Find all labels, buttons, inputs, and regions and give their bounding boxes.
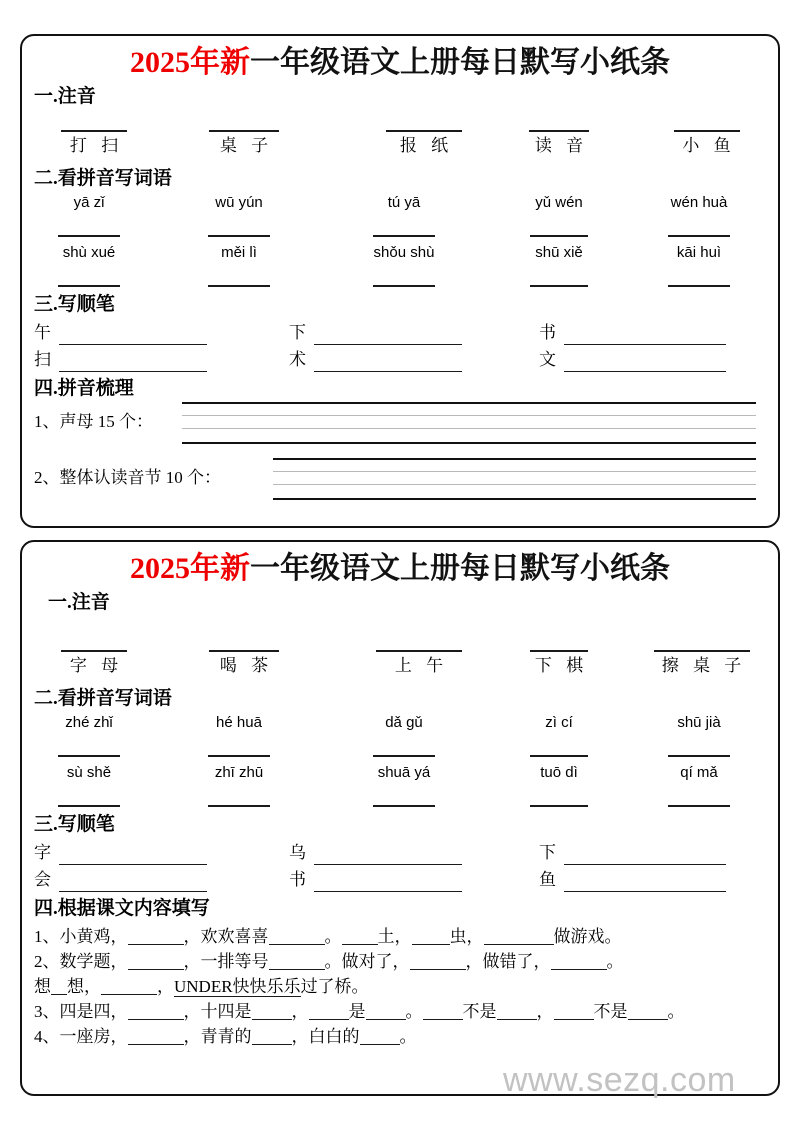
zhuyin-word: 上 午: [394, 656, 449, 675]
answer-blank-line[interactable]: [373, 784, 435, 807]
pinyin-text: shù xué: [62, 244, 116, 261]
pinyin-text: tuō dì: [540, 764, 578, 781]
fill-text: ，白白的: [291, 1027, 360, 1046]
fill-text: 土，: [377, 927, 412, 946]
pinyin-cell: [344, 712, 464, 757]
answer-blank-line[interactable]: [58, 784, 120, 807]
answer-blank[interactable]: [269, 952, 325, 970]
answer-blank[interactable]: [252, 1027, 292, 1045]
pinyin-text: qí mǎ: [680, 764, 718, 781]
answer-blank-line[interactable]: [529, 118, 589, 132]
stroke-char: 下: [289, 323, 306, 342]
grid-line-top: [182, 402, 756, 404]
pinyin-text: wū yún: [215, 194, 263, 211]
grid-line-mid-2: [182, 428, 756, 429]
answer-blank-line[interactable]: [208, 784, 270, 807]
fill-text: 是: [348, 1002, 366, 1021]
card-2-pinyin-row-2: [34, 762, 766, 814]
pinyin-text: zì cí: [545, 714, 573, 731]
answer-blank-line[interactable]: [386, 118, 462, 132]
fill-text: ，十四是: [183, 1002, 252, 1021]
card-1-stroke-row-2: [34, 348, 766, 375]
fill-text: 。: [667, 1002, 685, 1021]
answer-blank[interactable]: [252, 1002, 292, 1020]
card-2-zhuyin-row: [34, 638, 766, 684]
answer-blank[interactable]: [412, 927, 450, 945]
fill-text: 。: [606, 952, 624, 971]
site-watermark: www.sezq.com: [503, 1061, 736, 1099]
pinyin-cell: [34, 242, 144, 287]
stroke-char: 书: [539, 323, 556, 342]
pinyin-cell: [184, 712, 294, 757]
card-1-title: [34, 44, 766, 82]
answer-blank-line[interactable]: [208, 264, 270, 287]
answer-blank-line[interactable]: [373, 734, 435, 757]
answer-blank-line[interactable]: [564, 843, 726, 865]
answer-blank[interactable]: [360, 1027, 400, 1045]
answer-blank-line[interactable]: [61, 638, 127, 652]
answer-blank[interactable]: [128, 952, 184, 970]
answer-blank[interactable]: [554, 1002, 594, 1020]
answer-blank-line[interactable]: [314, 843, 462, 865]
stroke-char: 扫: [34, 350, 51, 369]
answer-blank-line[interactable]: [58, 734, 120, 757]
answer-blank-line[interactable]: [59, 870, 207, 892]
zhuyin-cell: [34, 118, 154, 160]
zhuyin-cell: [184, 118, 304, 160]
answer-blank[interactable]: [628, 1002, 668, 1020]
pinyin-text: shū xiě: [535, 244, 583, 261]
pinyin-grid-label: 2、整体认读音节 10 个：: [34, 468, 221, 487]
pinyin-text: shǒu shù: [373, 244, 435, 261]
answer-blank-line[interactable]: [530, 214, 588, 237]
zhuyin-word: 报 纸: [399, 136, 454, 155]
pinyin-cell: [184, 192, 294, 237]
stroke-char: 文: [539, 350, 556, 369]
pinyin-cell: [504, 762, 614, 807]
fill-text: 。做对了，: [324, 952, 410, 971]
stroke-cell: [289, 841, 462, 865]
stroke-cell: [34, 868, 207, 892]
pinyin-grid-block-1: [34, 402, 766, 446]
answer-blank[interactable]: [128, 927, 184, 945]
answer-blank-line[interactable]: [314, 323, 462, 345]
answer-blank[interactable]: [484, 927, 554, 945]
answer-blank[interactable]: [342, 927, 378, 945]
pinyin-cell: [639, 762, 759, 807]
fill-line-4: [34, 999, 766, 1024]
fill-text: ，做错了，: [465, 952, 551, 971]
card-1-pinyin-row-2: [34, 242, 766, 294]
card-2-title-red: 2025年新: [130, 552, 250, 585]
pinyin-cell: [639, 192, 759, 237]
answer-blank-line[interactable]: [668, 264, 730, 287]
stroke-char: 下: [539, 843, 556, 862]
fill-text: 想: [34, 977, 51, 996]
card-2-section-fill-heading: 四.根据课文内容填写: [34, 898, 210, 919]
answer-blank-line[interactable]: [564, 323, 726, 345]
answer-blank-line[interactable]: [314, 350, 462, 372]
card-2-stroke-row-1: [34, 841, 766, 868]
answer-blank[interactable]: [51, 977, 67, 995]
pinyin-cell: [504, 242, 614, 287]
fill-text: 不是: [593, 1002, 628, 1021]
pinyin-cell: [34, 192, 144, 237]
answer-blank[interactable]: [309, 1002, 349, 1020]
pinyin-cell: [184, 762, 294, 807]
fill-text: 。: [399, 1027, 417, 1046]
stroke-cell: [539, 841, 726, 865]
fill-text-underlined: UNDER快快乐乐: [174, 977, 301, 996]
stroke-cell: [539, 348, 726, 372]
answer-blank-line[interactable]: [59, 350, 207, 372]
answer-blank-line[interactable]: [564, 870, 726, 892]
four-line-grid[interactable]: [182, 402, 756, 444]
zhuyin-cell: [34, 638, 154, 680]
zhuyin-word: 下 棋: [534, 656, 589, 675]
stroke-char: 书: [289, 870, 306, 889]
zhuyin-cell: [184, 638, 304, 680]
pinyin-cell: [184, 242, 294, 287]
card-1-stroke-row-1: [34, 321, 766, 348]
pinyin-text: shuā yá: [377, 764, 431, 781]
pinyin-cell: [34, 762, 144, 807]
pinyin-cell: [639, 242, 759, 287]
fill-line-2: [34, 949, 766, 974]
pinyin-text: wén huà: [670, 194, 728, 211]
answer-blank-line[interactable]: [530, 638, 588, 652]
pinyin-text: zhé zhǐ: [65, 714, 113, 731]
card-2-pinyin-row-1: [34, 712, 766, 762]
card-1-title-red: 2025年新: [130, 46, 250, 79]
fill-text: 。: [324, 927, 342, 946]
answer-blank-line[interactable]: [209, 638, 279, 652]
answer-blank-line[interactable]: [564, 350, 726, 372]
stroke-char: 术: [289, 350, 306, 369]
fill-line-3: [34, 974, 766, 999]
stroke-char: 鱼: [539, 870, 556, 889]
pinyin-cell: [344, 192, 464, 237]
stroke-cell: [34, 348, 207, 372]
card-2-title-black: 一年级语文上册每日默写小纸条: [250, 552, 670, 585]
pinyin-cell: [34, 712, 144, 757]
fill-line-1: [34, 924, 766, 949]
answer-blank[interactable]: [101, 977, 157, 995]
answer-blank-line[interactable]: [58, 214, 120, 237]
answer-blank[interactable]: [410, 952, 466, 970]
pinyin-text: zhī zhū: [214, 764, 264, 781]
grid-line-mid-1: [182, 415, 756, 416]
grid-line-mid-2: [273, 484, 756, 485]
pinyin-text: hé huā: [216, 714, 262, 731]
answer-blank-line[interactable]: [668, 734, 730, 757]
worksheet-card-1: [20, 34, 780, 528]
answer-blank[interactable]: [497, 1002, 537, 1020]
pinyin-text: kāi huì: [676, 244, 722, 261]
zhuyin-word: 小 鱼: [682, 136, 736, 155]
zhuyin-word: 擦 桌 子: [661, 656, 747, 675]
fill-text: 2、数学题，: [34, 952, 128, 971]
answer-blank-line[interactable]: [668, 784, 730, 807]
worksheet-card-2: [20, 540, 780, 1099]
pinyin-text: měi lì: [221, 244, 257, 261]
zhuyin-cell: [504, 118, 614, 160]
card-1-section-pinyin-heading: 二.看拼音写词语: [34, 168, 172, 189]
stroke-cell: [34, 321, 207, 345]
zhuyin-cell: [644, 118, 769, 160]
fill-text: 过了桥。: [300, 977, 369, 996]
pinyin-text: sù shě: [66, 764, 112, 781]
fill-text: ，青青的: [183, 1027, 252, 1046]
pinyin-text: shū jià: [677, 714, 721, 731]
card-1-section-review-heading: 四.拼音梳理: [34, 378, 134, 399]
answer-blank[interactable]: [128, 1027, 184, 1045]
fill-text: 想，: [67, 977, 101, 996]
fill-text: 3、四是四，: [34, 1002, 128, 1021]
pinyin-text: yā zǐ: [73, 194, 105, 211]
pinyin-text: dǎ gǔ: [385, 714, 423, 731]
answer-blank-line[interactable]: [59, 843, 207, 865]
zhuyin-cell: [634, 638, 769, 680]
card-2-stroke-row-2: [34, 868, 766, 895]
four-line-grid[interactable]: [273, 458, 756, 500]
zhuyin-word: 桌 子: [219, 136, 274, 155]
fill-line-5: [34, 1024, 766, 1049]
pinyin-cell: [504, 712, 614, 757]
zhuyin-word: 打 扫: [69, 136, 124, 155]
stroke-cell: [34, 841, 207, 865]
fill-text: 。: [405, 1002, 423, 1021]
card-2-section-zhuyin-heading: 一.注音: [48, 592, 110, 613]
card-2-section-stroke-heading: 三.写顺笔: [34, 814, 115, 835]
grid-line-top: [273, 458, 756, 460]
fill-text: 虫，: [449, 927, 484, 946]
answer-blank-line[interactable]: [668, 214, 730, 237]
card-1-title-black: 一年级语文上册每日默写小纸条: [250, 46, 670, 79]
answer-blank[interactable]: [423, 1002, 463, 1020]
stroke-cell: [289, 868, 462, 892]
zhuyin-cell: [364, 118, 484, 160]
pinyin-cell: [344, 762, 464, 807]
answer-blank-line[interactable]: [61, 118, 127, 132]
fill-text: ，: [157, 977, 174, 996]
fill-text: 做游戏。: [553, 927, 622, 946]
fill-text: 1、小黄鸡，: [34, 927, 128, 946]
answer-blank-line[interactable]: [530, 734, 588, 757]
answer-blank-line[interactable]: [376, 638, 462, 652]
pinyin-cell: [504, 192, 614, 237]
fill-text: 4、一座房，: [34, 1027, 128, 1046]
stroke-cell: [539, 868, 726, 892]
zhuyin-word: 字 母: [69, 656, 124, 675]
card-1-section-zhuyin-heading: 一.注音: [34, 86, 96, 107]
pinyin-cell: [344, 242, 464, 287]
zhuyin-word: 读 音: [534, 136, 589, 155]
card-1-zhuyin-row: [34, 118, 766, 164]
answer-blank-line[interactable]: [674, 118, 740, 132]
stroke-char: 午: [34, 323, 51, 342]
stroke-char: 会: [34, 870, 51, 889]
answer-blank[interactable]: [269, 927, 325, 945]
pinyin-cell: [639, 712, 759, 757]
answer-blank-line[interactable]: [654, 638, 750, 652]
zhuyin-cell: [354, 638, 484, 680]
pinyin-text: tú yā: [387, 194, 421, 211]
fill-text: ，: [291, 1002, 309, 1021]
answer-blank-line[interactable]: [530, 264, 588, 287]
fill-text: ，一排等号: [183, 952, 269, 971]
answer-blank[interactable]: [366, 1002, 406, 1020]
answer-blank-line[interactable]: [59, 323, 207, 345]
answer-blank[interactable]: [551, 952, 607, 970]
stroke-char: 字: [34, 843, 51, 862]
zhuyin-word: 喝 茶: [219, 656, 274, 675]
card-1-pinyin-row-1: [34, 192, 766, 242]
answer-blank-line[interactable]: [530, 784, 588, 807]
pinyin-grid-label: 1、声母 15 个：: [34, 412, 153, 431]
stroke-cell: [289, 321, 462, 345]
grid-line-bottom: [182, 442, 756, 444]
answer-blank-line[interactable]: [209, 118, 279, 132]
grid-line-mid-1: [273, 471, 756, 472]
grid-line-bottom: [273, 498, 756, 500]
card-2-title: [34, 550, 766, 588]
answer-blank[interactable]: [128, 1002, 184, 1020]
fill-text: ，: [536, 1002, 554, 1021]
answer-blank-line[interactable]: [208, 214, 270, 237]
fill-text: 不是: [462, 1002, 497, 1021]
pinyin-grid-block-2: [34, 458, 766, 502]
answer-blank-line[interactable]: [208, 734, 270, 757]
answer-blank-line[interactable]: [58, 264, 120, 287]
answer-blank-line[interactable]: [373, 264, 435, 287]
stroke-cell: [289, 348, 462, 372]
stroke-cell: [539, 321, 726, 345]
stroke-char: 乌: [289, 843, 306, 862]
answer-blank-line[interactable]: [314, 870, 462, 892]
pinyin-text: yǔ wén: [535, 194, 583, 211]
zhuyin-cell: [504, 638, 614, 680]
answer-blank-line[interactable]: [373, 214, 435, 237]
fill-text: ，欢欢喜喜: [183, 927, 269, 946]
card-2-section-pinyin-heading: 二.看拼音写词语: [34, 688, 172, 709]
card-1-section-stroke-heading: 三.写顺笔: [34, 294, 115, 315]
